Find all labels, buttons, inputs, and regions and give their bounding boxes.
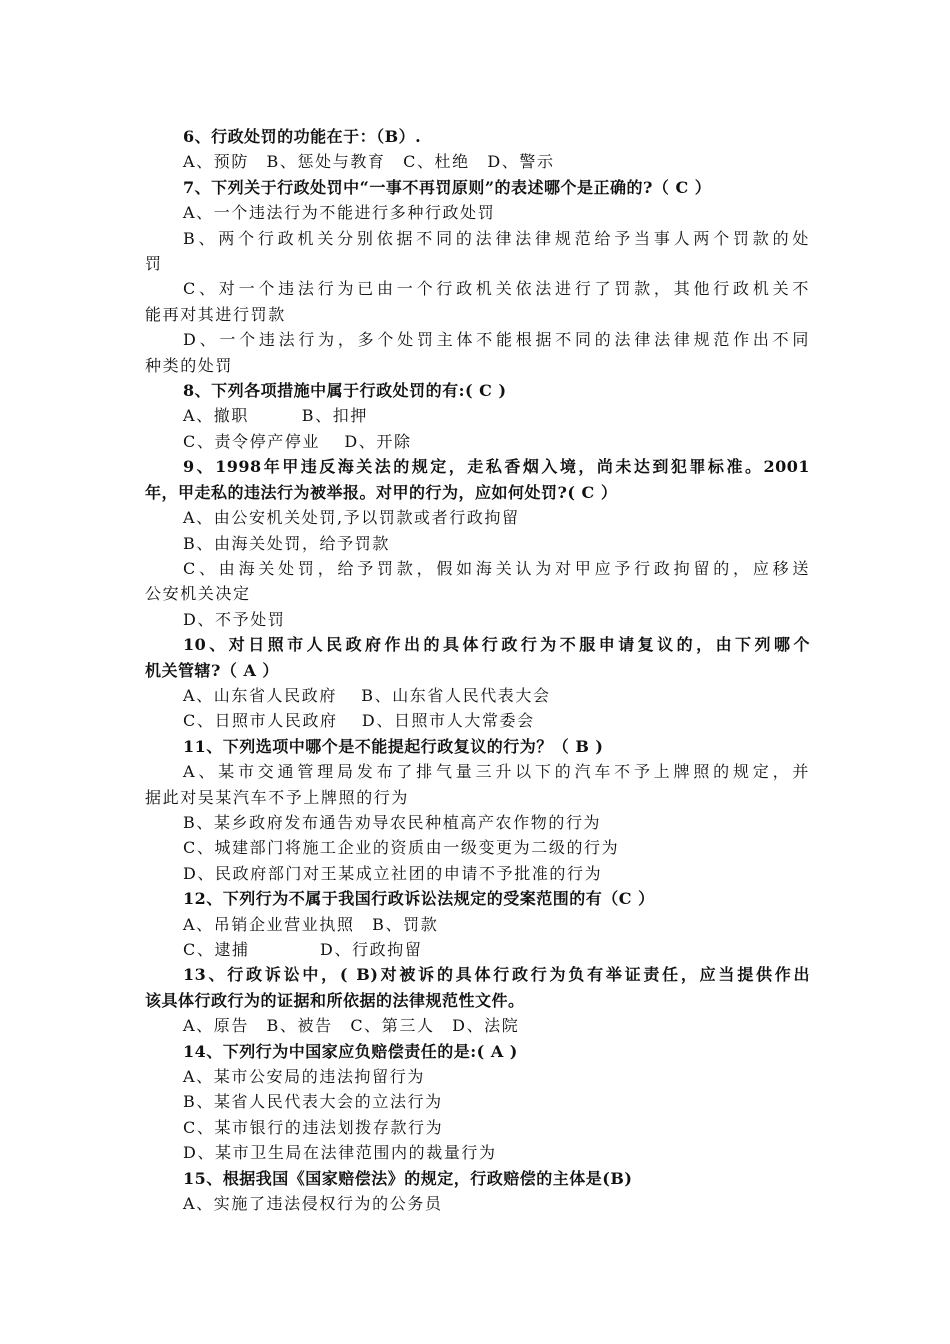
question-7: 7、下列关于行政处罚中“一事不再罚原则”的表述哪个是正确的?（ C ）: [183, 177, 712, 197]
option-9a: A、由公安机关处罚,予以罚款或者行政拘留: [183, 508, 520, 528]
option-15a: A、实施了违法侵权行为的公务员: [183, 1194, 443, 1214]
question-14: 14、下列行为中国家应负赔偿责任的是:( A ): [183, 1041, 518, 1061]
question-9-cont: 年，甲走私的违法行为被举报。对甲的行为，应如何处罚?( C ）: [145, 482, 618, 502]
option-7d-cont: 种类的处罚: [145, 355, 234, 375]
option-11d: D、民政府部门对王某成立社团的申请不予批准的行为: [183, 863, 603, 883]
option-7c-cont: 能再对其进行罚款: [145, 304, 286, 324]
question-11: 11、下列选项中哪个是不能提起行政复议的行为？（ B ): [183, 736, 604, 756]
options-12-ab: A、吊销企业营业执照 B、罚款: [183, 914, 439, 934]
options-12-cd: C、逮捕 D、行政拘留: [183, 940, 423, 959]
question-9: 9、1998年甲违反海关法的规定，走私香烟入境，尚未达到犯罪标准。2001: [183, 457, 810, 477]
options-8-ab: A、撤职 B、扣押: [183, 406, 368, 426]
option-11a: A、某市交通管理局发布了排气量三升以下的汽车不予上牌照的规定，并: [183, 762, 810, 782]
question-8: 8、下列各项措施中属于行政处罚的有:( C ): [183, 381, 507, 401]
options-10-cd: C、日照市人民政府 D、日照市人大常委会: [183, 711, 535, 731]
option-7b: B、两个行政机关分别依据不同的法律法律规范给予当事人两个罚款的处: [183, 228, 810, 248]
option-11b: B、某乡政府发布通告劝导农民种植高产农作物的行为: [183, 812, 602, 832]
option-14b: B、某省人民代表大会的立法行为: [183, 1092, 443, 1112]
question-10-cont: 机关管辖?（ A ）: [145, 660, 279, 680]
question-list: [145, 124, 810, 1216]
question-13: 13、行政诉讼中，( B)对被诉的具体行政行为负有举证责任，应当提供作出: [183, 965, 810, 985]
options-6: A、预防 B、惩处与教育 C、杜绝 D、警示: [183, 152, 555, 172]
option-9c: C、由海关处罚，给予罚款，假如海关认为对甲应予行政拘留的，应移送: [183, 558, 810, 578]
option-11c: C、城建部门将施工企业的资质由一级变更为二级的行为: [183, 838, 620, 858]
option-14a: A、某市公安局的违法拘留行为: [183, 1067, 425, 1087]
option-7b-cont: 罚: [145, 254, 163, 274]
option-11a-cont: 据此对吴某汽车不予上牌照的行为: [145, 787, 410, 807]
question-10: 10、对日照市人民政府作出的具体行政行为不服申请复议的，由下列哪个: [183, 635, 810, 655]
question-15: 15、根据我国《国家赔偿法》的规定，行政赔偿的主体是(B): [183, 1168, 633, 1188]
option-9c-cont: 公安机关决定: [145, 584, 251, 604]
option-9d: D、不予处罚: [183, 609, 286, 629]
option-14c: C、某市银行的违法划拨存款行为: [183, 1117, 444, 1137]
option-7d: D、一个违法行为，多个处罚主体不能根据不同的法律法律规范作出不同: [183, 330, 810, 350]
options-10-ab: A、山东省人民政府 B、山东省人民代表大会: [183, 685, 551, 705]
question-13-cont: 该具体行政行为的证据和所依据的法律规范性文件。: [145, 990, 525, 1010]
option-9b: B、由海关处罚，给予罚款: [183, 533, 390, 553]
option-7a: A、一个违法行为不能进行多种行政处罚: [183, 203, 496, 223]
option-14d: D、某市卫生局在法律范围内的裁量行为: [183, 1143, 497, 1163]
options-8-cd: C、责令停产停业 D、开除: [183, 431, 412, 451]
option-7c: C、对一个违法行为已由一个行政机关依法进行了罚款，其他行政机关不: [183, 279, 810, 299]
question-12: 12、下列行为不属于我国行政诉讼法规定的受案范围的有（C ）: [183, 889, 655, 909]
options-13: A、原告 B、被告 C、第三人 D、法院: [183, 1016, 520, 1036]
question-6: 6、行政处罚的功能在于：（B）.: [183, 127, 422, 146]
